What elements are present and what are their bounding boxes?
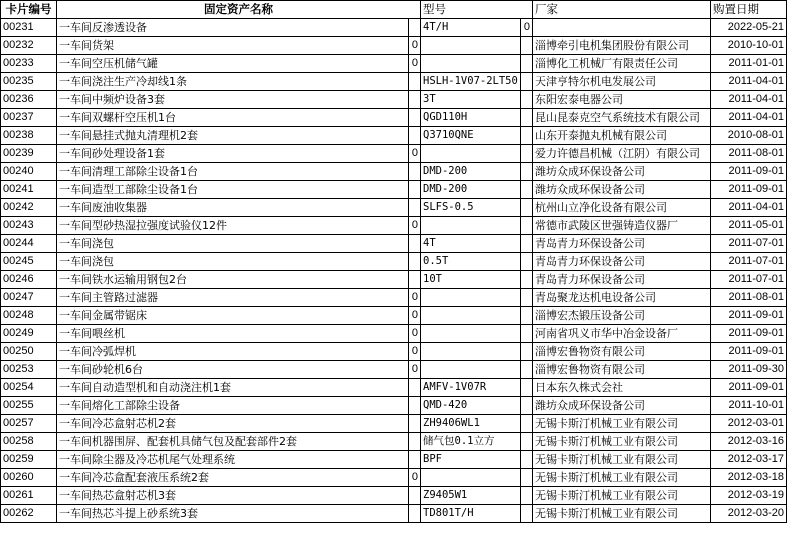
cell-asset-name[interactable]: 一车间反渗透设备: [57, 19, 409, 37]
cell-purchase-date[interactable]: 2011-08-01: [711, 289, 787, 307]
cell-asset-name[interactable]: 一车间型砂热湿拉强度试验仪12件: [57, 217, 409, 235]
cell-manufacturer[interactable]: [533, 19, 711, 37]
cell-manufacturer[interactable]: 青岛青力环保设备公司: [533, 253, 711, 271]
cell-manufacturer[interactable]: 青岛青力环保设备公司: [533, 271, 711, 289]
cell-name-flag[interactable]: [409, 397, 421, 415]
table-row: [1, 37, 787, 55]
cell-asset-name[interactable]: 一车间浇注生产冷却线1条: [57, 73, 409, 91]
cell-model[interactable]: [421, 37, 521, 55]
table-row: [1, 271, 787, 289]
header-purchase-date[interactable]: 购置日期: [711, 1, 787, 19]
cell-manufacturer[interactable]: 无锡卡斯汀机械工业有限公司: [533, 487, 711, 505]
cell-model[interactable]: 0.5T: [421, 253, 521, 271]
cell-manufacturer[interactable]: 日本东久株式会社: [533, 379, 711, 397]
table-row: [1, 361, 787, 379]
cell-manufacturer[interactable]: 淄博牵引电机集团股份有限公司: [533, 37, 711, 55]
cell-name-flag[interactable]: 0: [409, 37, 421, 55]
cell-purchase-date[interactable]: 2011-01-01: [711, 55, 787, 73]
cell-card-no[interactable]: 00260: [1, 469, 57, 487]
cell-model-flag[interactable]: [521, 379, 533, 397]
cell-manufacturer[interactable]: 潍坊众成环保设备公司: [533, 181, 711, 199]
cell-manufacturer[interactable]: 爱力许德昌机械（江阴）有限公司: [533, 145, 711, 163]
cell-model-flag[interactable]: [521, 433, 533, 451]
cell-name-flag[interactable]: [409, 433, 421, 451]
cell-card-no[interactable]: 00254: [1, 379, 57, 397]
cell-asset-name[interactable]: 一车间废油收集器: [57, 199, 409, 217]
cell-name-flag[interactable]: [409, 271, 421, 289]
cell-asset-name[interactable]: 一车间悬挂式抛丸清理机2套: [57, 127, 409, 145]
cell-model[interactable]: 储气包0.1立方: [421, 433, 521, 451]
cell-name-flag[interactable]: [409, 379, 421, 397]
cell-asset-name[interactable]: 一车间冷弧焊机: [57, 343, 409, 361]
cell-name-flag[interactable]: 0: [409, 145, 421, 163]
header-asset-name[interactable]: 固定资产名称: [57, 1, 421, 19]
cell-card-no[interactable]: 00237: [1, 109, 57, 127]
cell-model-flag[interactable]: [521, 199, 533, 217]
cell-manufacturer[interactable]: 无锡卡斯汀机械工业有限公司: [533, 433, 711, 451]
cell-name-flag[interactable]: 0: [409, 307, 421, 325]
cell-card-no[interactable]: 00233: [1, 55, 57, 73]
table-row: [1, 235, 787, 253]
cell-manufacturer[interactable]: 天津亨特尔机电发展公司: [533, 73, 711, 91]
cell-purchase-date[interactable]: 2011-09-01: [711, 181, 787, 199]
cell-card-no[interactable]: 00239: [1, 145, 57, 163]
cell-model-flag[interactable]: [521, 235, 533, 253]
cell-model-flag[interactable]: [521, 91, 533, 109]
cell-card-no[interactable]: 00238: [1, 127, 57, 145]
cell-model-flag[interactable]: [521, 253, 533, 271]
cell-manufacturer[interactable]: 淄博宏杰锻压设备公司: [533, 307, 711, 325]
cell-manufacturer[interactable]: 淄博宏鲁物资有限公司: [533, 361, 711, 379]
table-row: [1, 73, 787, 91]
cell-name-flag[interactable]: [409, 505, 421, 523]
cell-asset-name[interactable]: 一车间浇包: [57, 253, 409, 271]
cell-asset-name[interactable]: 一车间热芯斗提上砂系统3套: [57, 505, 409, 523]
cell-name-flag[interactable]: [409, 73, 421, 91]
cell-purchase-date[interactable]: 2010-10-01: [711, 37, 787, 55]
cell-card-no[interactable]: 00247: [1, 289, 57, 307]
cell-card-no[interactable]: 00255: [1, 397, 57, 415]
cell-purchase-date[interactable]: 2012-03-19: [711, 487, 787, 505]
cell-asset-name[interactable]: 一车间空压机储气罐: [57, 55, 409, 73]
table-row: [1, 91, 787, 109]
cell-card-no[interactable]: 00257: [1, 415, 57, 433]
cell-purchase-date[interactable]: 2011-07-01: [711, 235, 787, 253]
cell-asset-name[interactable]: 一车间自动造型机和自动浇注机1套: [57, 379, 409, 397]
cell-asset-name[interactable]: 一车间熔化工部除尘设备: [57, 397, 409, 415]
cell-card-no[interactable]: 00232: [1, 37, 57, 55]
cell-name-flag[interactable]: [409, 451, 421, 469]
cell-name-flag[interactable]: [409, 235, 421, 253]
cell-card-no[interactable]: 00231: [1, 19, 57, 37]
cell-model[interactable]: [421, 343, 521, 361]
table-row: [1, 451, 787, 469]
cell-model[interactable]: 4T: [421, 235, 521, 253]
cell-model-flag[interactable]: [521, 289, 533, 307]
cell-card-no[interactable]: 00245: [1, 253, 57, 271]
table-row: [1, 289, 787, 307]
table-row: [1, 109, 787, 127]
cell-card-no[interactable]: 00235: [1, 73, 57, 91]
cell-asset-name[interactable]: 一车间喂丝机: [57, 325, 409, 343]
cell-model[interactable]: Q3710QNE: [421, 127, 521, 145]
cell-purchase-date[interactable]: 2011-04-01: [711, 73, 787, 91]
cell-card-no[interactable]: 00259: [1, 451, 57, 469]
cell-asset-name[interactable]: 一车间中频炉设备3套: [57, 91, 409, 109]
cell-purchase-date[interactable]: 2012-03-16: [711, 433, 787, 451]
cell-name-flag[interactable]: [409, 415, 421, 433]
table-row: [1, 505, 787, 523]
table-row: [1, 55, 787, 73]
cell-asset-name[interactable]: 一车间热芯盒射芯机3套: [57, 487, 409, 505]
table-row: [1, 325, 787, 343]
cell-name-flag[interactable]: [409, 487, 421, 505]
cell-manufacturer[interactable]: 潍坊众成环保设备公司: [533, 163, 711, 181]
table-row: [1, 199, 787, 217]
cell-asset-name[interactable]: 一车间造型工部除尘设备1台: [57, 181, 409, 199]
cell-name-flag[interactable]: 0: [409, 361, 421, 379]
cell-asset-name[interactable]: 一车间铁水运输用钢包2台: [57, 271, 409, 289]
cell-model[interactable]: AMFV-1V07R: [421, 379, 521, 397]
cell-purchase-date[interactable]: 2012-03-18: [711, 469, 787, 487]
cell-purchase-date[interactable]: 2011-04-01: [711, 91, 787, 109]
cell-model-flag[interactable]: [521, 271, 533, 289]
cell-asset-name[interactable]: 一车间除尘器及冷芯机尾气处理系统: [57, 451, 409, 469]
table-row: [1, 145, 787, 163]
cell-asset-name[interactable]: 一车间砂处理设备1套: [57, 145, 409, 163]
table-row: [1, 307, 787, 325]
cell-name-flag[interactable]: 0: [409, 343, 421, 361]
table-row: [1, 379, 787, 397]
table-row: [1, 433, 787, 451]
cell-manufacturer[interactable]: 无锡卡斯汀机械工业有限公司: [533, 451, 711, 469]
cell-card-no[interactable]: 00248: [1, 307, 57, 325]
cell-purchase-date[interactable]: 2012-03-17: [711, 451, 787, 469]
table-row: [1, 415, 787, 433]
cell-name-flag[interactable]: 0: [409, 469, 421, 487]
cell-model-flag[interactable]: [521, 73, 533, 91]
cell-asset-name[interactable]: 一车间冷芯盒射芯机2套: [57, 415, 409, 433]
table-row: [1, 397, 787, 415]
header-model[interactable]: 型号: [421, 1, 533, 19]
cell-asset-name[interactable]: 一车间主管路过滤器: [57, 289, 409, 307]
cell-manufacturer[interactable]: 河南省巩义市华中冶金设备厂: [533, 325, 711, 343]
cell-asset-name[interactable]: 一车间双螺杆空压机1台: [57, 109, 409, 127]
cell-purchase-date[interactable]: 2011-07-01: [711, 271, 787, 289]
cell-manufacturer[interactable]: 无锡卡斯汀机械工业有限公司: [533, 505, 711, 523]
header-row: [1, 1, 787, 19]
cell-manufacturer[interactable]: 青岛聚龙达机电设备公司: [533, 289, 711, 307]
table-row: [1, 487, 787, 505]
cell-model[interactable]: [421, 55, 521, 73]
cell-model[interactable]: [421, 145, 521, 163]
cell-model[interactable]: SLFS-0.5: [421, 199, 521, 217]
cell-model-flag[interactable]: [521, 217, 533, 235]
cell-model[interactable]: [421, 325, 521, 343]
cell-card-no[interactable]: 00236: [1, 91, 57, 109]
cell-manufacturer[interactable]: 杭州山立净化设备有限公司: [533, 199, 711, 217]
cell-card-no[interactable]: 00240: [1, 163, 57, 181]
cell-model[interactable]: ZH9406WL1: [421, 415, 521, 433]
table-row: [1, 163, 787, 181]
cell-manufacturer[interactable]: 无锡卡斯汀机械工业有限公司: [533, 469, 711, 487]
cell-manufacturer[interactable]: 淄博宏鲁物资有限公司: [533, 343, 711, 361]
cell-model[interactable]: HSLH-1V07-2LT50: [421, 73, 521, 91]
cell-purchase-date[interactable]: 2011-05-01: [711, 217, 787, 235]
cell-model[interactable]: DMD-200: [421, 181, 521, 199]
table-row: [1, 343, 787, 361]
cell-asset-name[interactable]: 一车间金属带锯床: [57, 307, 409, 325]
cell-asset-name[interactable]: 一车间砂轮机6台: [57, 361, 409, 379]
cell-purchase-date[interactable]: 2011-04-01: [711, 199, 787, 217]
cell-purchase-date[interactable]: 2012-03-20: [711, 505, 787, 523]
cell-model[interactable]: [421, 361, 521, 379]
cell-purchase-date[interactable]: 2011-04-01: [711, 109, 787, 127]
cell-name-flag[interactable]: [409, 109, 421, 127]
cell-name-flag[interactable]: [409, 127, 421, 145]
cell-model-flag[interactable]: [521, 109, 533, 127]
cell-model-flag[interactable]: [521, 361, 533, 379]
cell-model-flag[interactable]: [521, 307, 533, 325]
table-row: [1, 127, 787, 145]
cell-model-flag[interactable]: [521, 55, 533, 73]
cell-model[interactable]: [421, 469, 521, 487]
cell-model[interactable]: [421, 217, 521, 235]
cell-manufacturer[interactable]: 无锡卡斯汀机械工业有限公司: [533, 415, 711, 433]
cell-model[interactable]: TD801T/H: [421, 505, 521, 523]
cell-asset-name[interactable]: 一车间清理工部除尘设备1台: [57, 163, 409, 181]
cell-asset-name[interactable]: 一车间浇包: [57, 235, 409, 253]
cell-name-flag[interactable]: 0: [409, 289, 421, 307]
cell-purchase-date[interactable]: 2011-09-01: [711, 163, 787, 181]
cell-card-no[interactable]: 00250: [1, 343, 57, 361]
cell-card-no[interactable]: 00244: [1, 235, 57, 253]
cell-purchase-date[interactable]: 2011-09-30: [711, 361, 787, 379]
cell-model-flag[interactable]: [521, 181, 533, 199]
cell-model-flag[interactable]: [521, 145, 533, 163]
cell-manufacturer[interactable]: 常德市武陵区世强铸造仪器厂: [533, 217, 711, 235]
cell-model-flag[interactable]: [521, 451, 533, 469]
cell-purchase-date[interactable]: 2011-09-01: [711, 307, 787, 325]
cell-model-flag[interactable]: [521, 505, 533, 523]
table-body: [1, 19, 787, 523]
cell-card-no[interactable]: 00249: [1, 325, 57, 343]
cell-card-no[interactable]: 00262: [1, 505, 57, 523]
cell-card-no[interactable]: 00261: [1, 487, 57, 505]
cell-model-flag[interactable]: 0: [521, 19, 533, 37]
cell-purchase-date[interactable]: 2022-05-21: [711, 19, 787, 37]
cell-model-flag[interactable]: [521, 487, 533, 505]
cell-model[interactable]: 3T: [421, 91, 521, 109]
table-row: [1, 19, 787, 37]
cell-manufacturer[interactable]: 潍坊众成环保设备公司: [533, 397, 711, 415]
table-row: [1, 469, 787, 487]
cell-model-flag[interactable]: [521, 397, 533, 415]
cell-manufacturer[interactable]: 青岛青力环保设备公司: [533, 235, 711, 253]
cell-purchase-date[interactable]: 2011-09-01: [711, 325, 787, 343]
cell-model[interactable]: Z9405W1: [421, 487, 521, 505]
cell-asset-name[interactable]: 一车间冷芯盒配套液压系统2套: [57, 469, 409, 487]
cell-card-no[interactable]: 00246: [1, 271, 57, 289]
cell-purchase-date[interactable]: 2011-09-01: [711, 343, 787, 361]
cell-name-flag[interactable]: 0: [409, 325, 421, 343]
cell-manufacturer[interactable]: 淄博化工机械厂有限责任公司: [533, 55, 711, 73]
cell-model-flag[interactable]: [521, 415, 533, 433]
cell-model[interactable]: QGD110H: [421, 109, 521, 127]
header-manufacturer[interactable]: 厂家: [533, 1, 711, 19]
cell-purchase-date[interactable]: 2011-08-01: [711, 145, 787, 163]
cell-manufacturer[interactable]: 昆山昆泰克空气系统技术有限公司: [533, 109, 711, 127]
table-row: [1, 181, 787, 199]
cell-asset-name[interactable]: 一车间货架: [57, 37, 409, 55]
cell-manufacturer[interactable]: 东阳宏泰电器公司: [533, 91, 711, 109]
cell-model[interactable]: [421, 307, 521, 325]
cell-purchase-date[interactable]: 2012-03-01: [711, 415, 787, 433]
cell-name-flag[interactable]: [409, 19, 421, 37]
cell-model[interactable]: [421, 289, 521, 307]
table-row: [1, 253, 787, 271]
cell-name-flag[interactable]: 0: [409, 217, 421, 235]
cell-card-no[interactable]: 00242: [1, 199, 57, 217]
cell-name-flag[interactable]: [409, 91, 421, 109]
cell-model[interactable]: QMD-420: [421, 397, 521, 415]
cell-card-no[interactable]: 00243: [1, 217, 57, 235]
cell-asset-name[interactable]: 一车间机器围屏、配套机具储气包及配套部件2套: [57, 433, 409, 451]
cell-model[interactable]: 10T: [421, 271, 521, 289]
cell-purchase-date[interactable]: 2010-08-01: [711, 127, 787, 145]
cell-name-flag[interactable]: 0: [409, 55, 421, 73]
cell-purchase-date[interactable]: 2011-07-01: [711, 253, 787, 271]
cell-model[interactable]: 4T/H: [421, 19, 521, 37]
cell-name-flag[interactable]: [409, 181, 421, 199]
table-row: [1, 217, 787, 235]
cell-model-flag[interactable]: [521, 469, 533, 487]
cell-name-flag[interactable]: [409, 253, 421, 271]
cell-card-no[interactable]: 00258: [1, 433, 57, 451]
cell-manufacturer[interactable]: 山东开泰抛丸机械有限公司: [533, 127, 711, 145]
header-card-no[interactable]: 卡片编号: [1, 1, 57, 19]
cell-model-flag[interactable]: [521, 163, 533, 181]
cell-name-flag[interactable]: [409, 199, 421, 217]
cell-model[interactable]: BPF: [421, 451, 521, 469]
cell-purchase-date[interactable]: 2011-09-01: [711, 379, 787, 397]
cell-model-flag[interactable]: [521, 37, 533, 55]
cell-card-no[interactable]: 00241: [1, 181, 57, 199]
cell-name-flag[interactable]: [409, 163, 421, 181]
cell-model[interactable]: DMD-200: [421, 163, 521, 181]
cell-model-flag[interactable]: [521, 127, 533, 145]
cell-card-no[interactable]: 00253: [1, 361, 57, 379]
cell-purchase-date[interactable]: 2011-10-01: [711, 397, 787, 415]
cell-model-flag[interactable]: [521, 325, 533, 343]
cell-model-flag[interactable]: [521, 343, 533, 361]
